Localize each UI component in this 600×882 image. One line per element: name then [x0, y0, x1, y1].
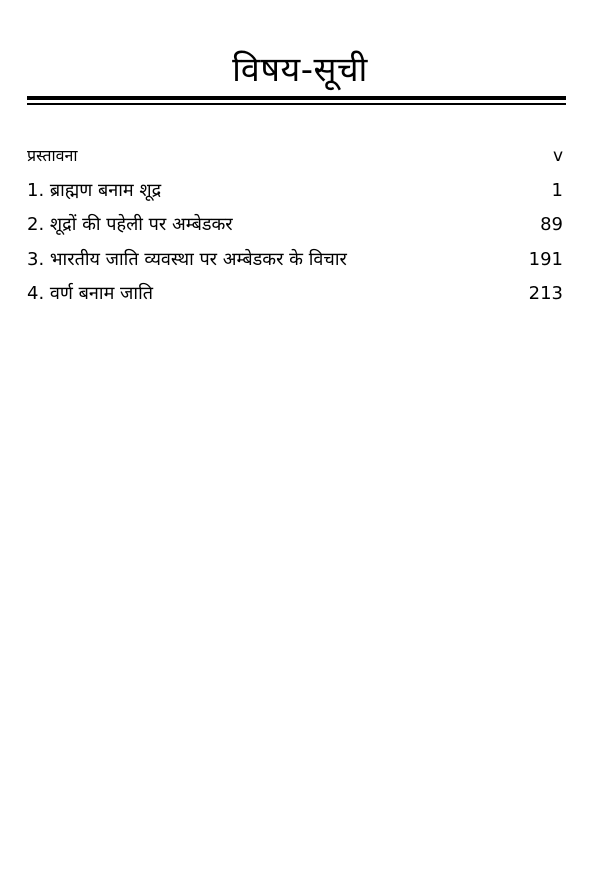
toc-entry-label: प्रस्तावना [27, 146, 78, 165]
title-underline-thick [27, 96, 566, 100]
toc-entry-chapter-1[interactable] [27, 177, 563, 212]
toc-entry-label: 3. भारतीय जाति व्यवस्था पर अम्बेडकर के विचार [27, 248, 347, 270]
toc-entry-label: 2. शूद्रों की पहेली पर अम्बेडकर [27, 214, 233, 235]
toc-entry-page-number: 191 [528, 248, 563, 270]
toc-entry-page-number: v [552, 146, 563, 166]
table-of-contents [27, 142, 563, 315]
toc-entry-page-number: 1 [551, 179, 563, 201]
toc-entry-label: 1. ब्राह्मण बनाम शूद्र [27, 179, 162, 201]
toc-entry-page-number: 213 [528, 283, 563, 304]
toc-entry-preface[interactable] [27, 142, 563, 177]
toc-entry-chapter-3[interactable] [27, 246, 563, 281]
toc-entry-chapter-4[interactable] [27, 280, 563, 315]
page-title: विषय-सूची [232, 50, 368, 90]
toc-entry-chapter-2[interactable] [27, 211, 563, 246]
toc-entry-page-number: 89 [540, 214, 563, 235]
toc-entry-label: 4. वर्ण बनाम जाति [27, 283, 153, 304]
title-underline-thin [27, 103, 566, 105]
